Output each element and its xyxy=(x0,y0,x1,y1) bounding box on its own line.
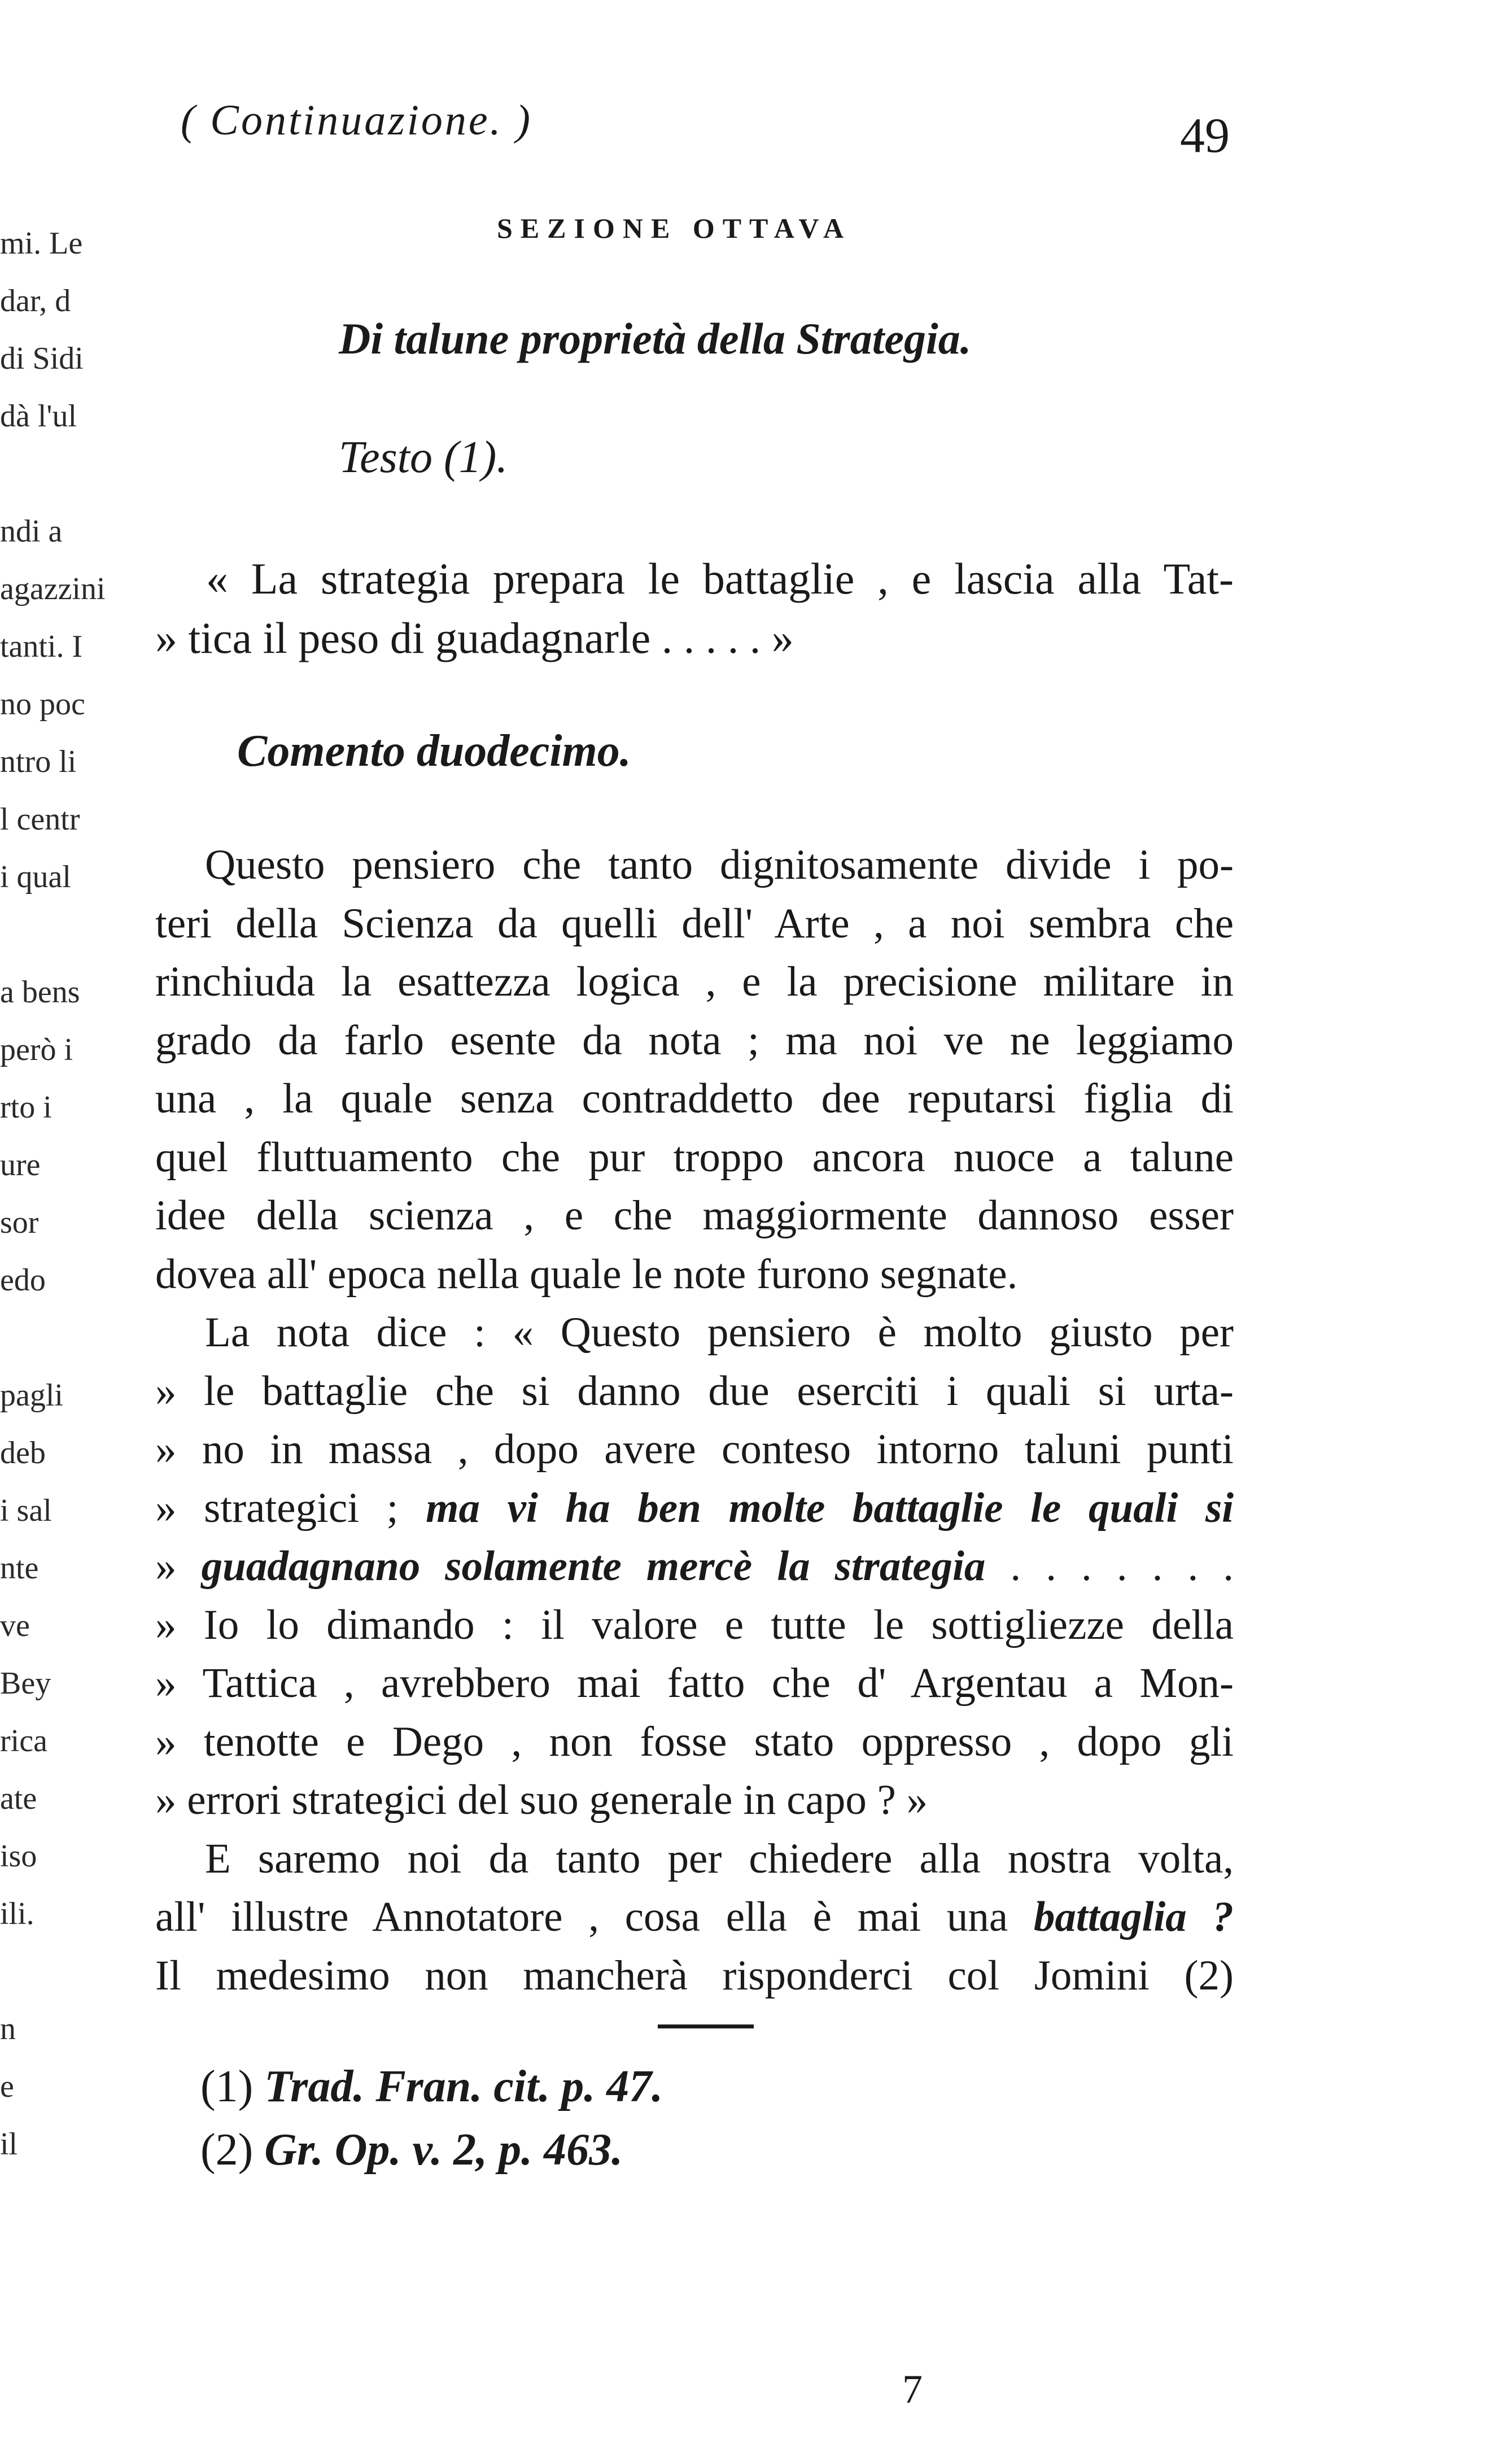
bleed-line: Bey xyxy=(0,1666,51,1701)
signature-mark: 7 xyxy=(902,2367,923,2412)
bleed-line: e xyxy=(0,2069,14,2104)
bleed-line: iso xyxy=(0,1839,37,1874)
body-text-dots: . . . . . . . xyxy=(1010,1543,1234,1590)
body-text-plain: all' illustre Annotatore , cosa ella è mai una xyxy=(155,1893,1008,1940)
footnote-number: (1) xyxy=(200,2062,254,2111)
body-line: La nota dice : « Questo pensiero è molto giusto per xyxy=(205,1309,1234,1356)
bleed-line: n xyxy=(0,2011,16,2047)
bleed-line: però i xyxy=(0,1032,73,1067)
footnote-reference: Trad. Fran. cit. p. 47. xyxy=(264,2062,663,2111)
main-body-text xyxy=(155,836,1234,2005)
body-line: » errori strategici del suo generale in capo ? » xyxy=(155,1777,928,1823)
body-line: » no in massa , dopo avere conteso intorno taluni punti xyxy=(155,1426,1234,1473)
quoted-text-line: » tica il peso di guadagnarle . . . . . » xyxy=(155,613,794,662)
testo-label: Testo (1). xyxy=(339,433,508,482)
body-line: una , la quale senza contraddetto dee reputarsi figlia di xyxy=(155,1075,1234,1122)
body-line-mixed xyxy=(155,1479,1234,1538)
bleed-line: ndi a xyxy=(0,514,63,549)
bleed-line: ve xyxy=(0,1608,30,1643)
body-text-plain: » strategici ; xyxy=(155,1484,399,1531)
footnote-number: (2) xyxy=(200,2125,254,2175)
bleed-line: i sal xyxy=(0,1493,52,1528)
footnote-divider xyxy=(658,2024,754,2028)
page-number: 49 xyxy=(1180,108,1230,163)
section-heading: SEZIONE OTTAVA xyxy=(497,212,852,244)
bleed-line: il xyxy=(0,2127,18,2162)
bleed-line: rto i xyxy=(0,1090,52,1125)
bleed-line: ili. xyxy=(0,1896,34,1931)
bleed-line: l centr xyxy=(0,802,80,837)
body-line: Il medesimo non mancherà risponderci col Jomini (2) xyxy=(155,1952,1234,1999)
bleed-line: ate xyxy=(0,1781,37,1816)
bleed-line: dà l'ul xyxy=(0,399,77,434)
body-text-emphasis: guadagnano solamente mercè la strategia xyxy=(201,1543,986,1590)
bleed-line: ntro li xyxy=(0,744,77,779)
bleed-line: no poc xyxy=(0,687,85,722)
footnote xyxy=(200,2061,663,2113)
body-line: dovea all' epoca nella quale le note furono segnate. xyxy=(155,1250,1018,1298)
body-line: E saremo noi da tanto per chiedere alla nostra volta, xyxy=(205,1835,1234,1882)
bleed-line: rica xyxy=(0,1723,47,1759)
body-line: rinchiuda la esattezza logica , e la precisione militare in xyxy=(155,958,1234,1005)
bleed-line: sor xyxy=(0,1205,39,1240)
body-line: » le battaglie che si danno due eserciti i quali si urta- xyxy=(155,1367,1234,1415)
bleed-line: agazzini xyxy=(0,571,106,606)
body-line: » tenotte e Dego , non fosse stato oppresso , dopo gli xyxy=(155,1718,1234,1765)
section-title: Di talune proprietà della Strategia. xyxy=(339,314,972,363)
bleed-line: nte xyxy=(0,1551,39,1586)
body-line: grado da farlo esente da nota ; ma noi ve ne leggiamo xyxy=(155,1016,1234,1064)
body-line: » Tattica , avrebbero mai fatto che d' Argentau a Mon- xyxy=(155,1660,1234,1707)
comento-title: Comento duodecimo. xyxy=(237,726,631,776)
running-head: ( Continuazione. ) xyxy=(181,97,532,144)
body-text-emphasis: ma vi ha ben molte battaglie le quali si xyxy=(426,1484,1234,1531)
bleed-line: mi. Le xyxy=(0,226,83,261)
body-line: idee della scienza , e che maggiormente dannoso esser xyxy=(155,1192,1234,1239)
quoted-text-line: « La strategia prepara le battaglie , e lascia alla Tat- xyxy=(206,554,1234,603)
body-line: teri della Scienza da quelli dell' Arte , a noi sembra che xyxy=(155,900,1234,947)
body-line: quel fluttuamento che pur troppo ancora nuoce a talune xyxy=(155,1133,1234,1181)
body-line: » Io lo dimando : il valore e tutte le sottigliezze della xyxy=(155,1601,1234,1648)
bleed-line: a bens xyxy=(0,975,80,1010)
body-line-mixed xyxy=(155,1888,1234,1947)
bleed-line: pagli xyxy=(0,1378,63,1413)
bleed-line: ure xyxy=(0,1147,41,1182)
facing-page-bleed xyxy=(0,215,130,2173)
bleed-line: di Sidi xyxy=(0,341,84,376)
bleed-line: deb xyxy=(0,1435,46,1471)
footnote-reference: Gr. Op. v. 2, p. 463. xyxy=(264,2125,623,2175)
bleed-line: edo xyxy=(0,1263,46,1298)
bleed-line: dar, d xyxy=(0,283,71,318)
body-text-emphasis: battaglia ? xyxy=(1033,1893,1234,1940)
body-text-plain: » xyxy=(155,1543,177,1590)
body-line: Questo pensiero che tanto dignitosamente divide i po- xyxy=(205,841,1234,888)
body-line-mixed xyxy=(155,1537,1234,1596)
bleed-line: tanti. I xyxy=(0,629,83,664)
bleed-line: i qual xyxy=(0,859,71,894)
footnote xyxy=(200,2124,623,2176)
